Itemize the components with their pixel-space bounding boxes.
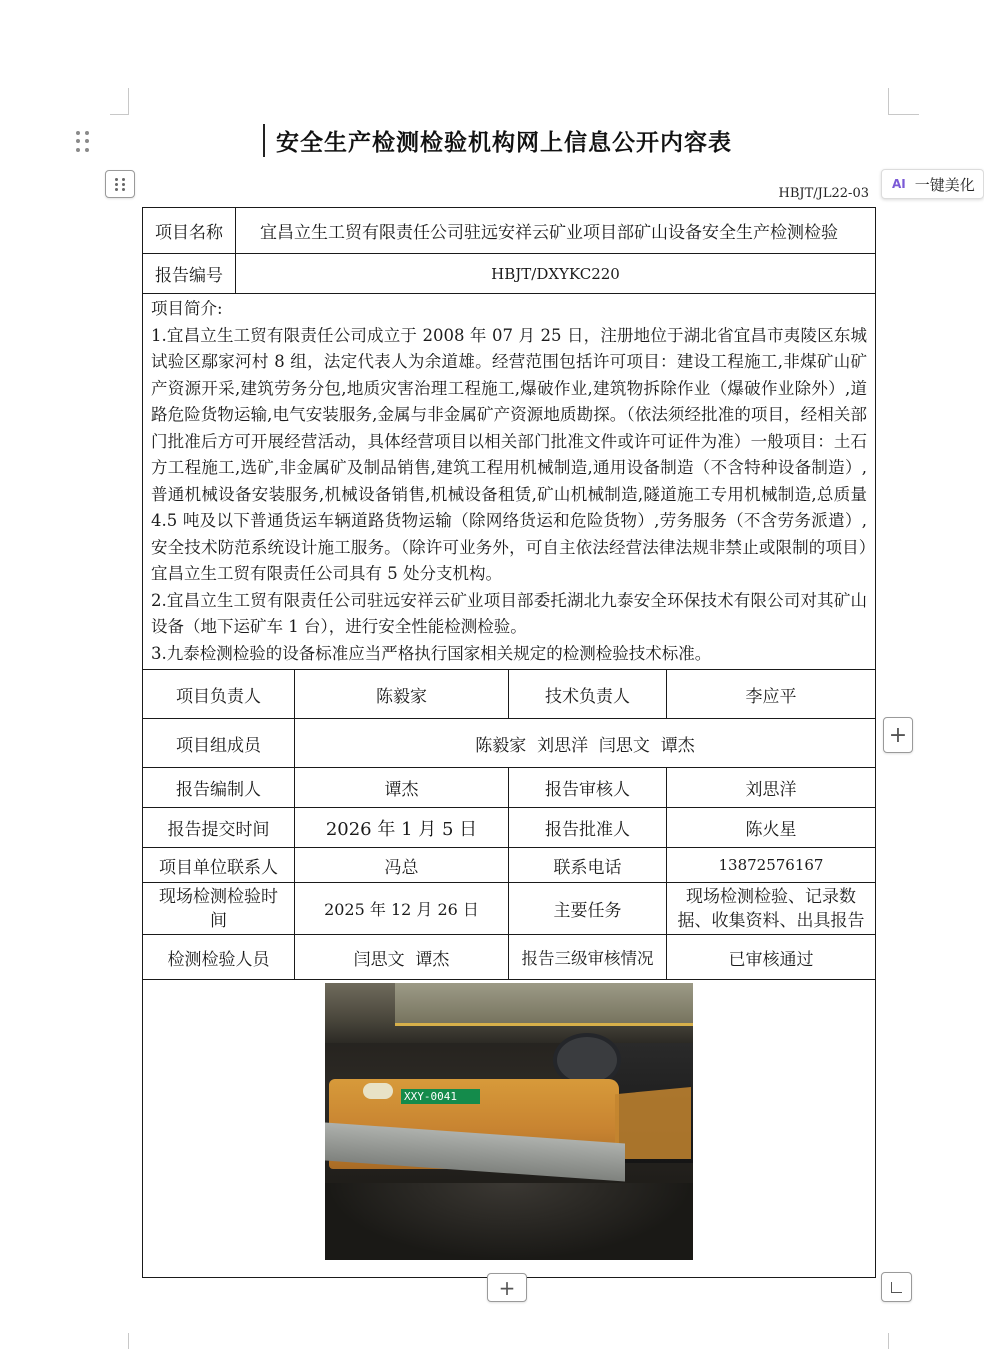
table-row <box>143 254 876 294</box>
info-table <box>142 207 876 1278</box>
approver-value[interactable]: 陈火星 <box>667 808 876 848</box>
resize-button[interactable] <box>881 1272 912 1302</box>
add-block-button[interactable] <box>487 1273 527 1302</box>
photo-cell <box>143 980 876 1278</box>
review-status-value[interactable]: 已审核通过 <box>667 935 876 980</box>
table-row <box>143 935 876 980</box>
project-lead-label: 项目负责人 <box>143 670 295 719</box>
contact-value[interactable]: 冯总 <box>295 848 509 883</box>
intro-paragraph: 2.宜昌立生工贸有限责任公司驻远安祥云矿业项目部委托湖北九泰安全环保技术有限公司对其矿山设备（地下运矿车 1 台），进行安全性能检测检验。 <box>151 590 867 636</box>
approver-label: 报告批准人 <box>509 808 667 848</box>
report-author-value[interactable]: 谭杰 <box>295 768 509 808</box>
inspectors-value[interactable]: 闫思文 谭杰 <box>295 935 509 980</box>
resize-icon <box>891 1282 902 1293</box>
table-row <box>143 808 876 848</box>
table-row <box>143 980 876 1278</box>
text-cursor <box>263 124 265 157</box>
project-name-label: 项目名称 <box>143 208 236 254</box>
table-row <box>143 719 876 768</box>
onsite-time-label: 现场检测检验时间 <box>143 883 295 935</box>
tech-lead-label: 技术负责人 <box>509 670 667 719</box>
table-row <box>143 208 876 254</box>
beautify-label: 一键美化 <box>914 175 975 194</box>
intro-paragraph: 1.宜昌立生工贸有限责任公司成立于 2008 年 07 月 25 日，注册地位于湖北省宜昌市夷陵区东城试验区鄢家河村 8 组，法定代表人为余道雄。经营范围包括许可项目：建设工程施工,非煤矿山矿产资源开采,建筑劳务分包,地质灾害治理工程施工,爆破作业,建筑物拆除作业（爆破作业除外）,道路危险货物运输,电气安装服务,金属与非金属矿产资源地质勘探。（依法须经批准的项目，经相关部门批准后方可开展经营活动，具体经营项目以相关部门批准文件或许可证件为准）一般项目：土石方工程施工,选矿,非金属矿及制品销售,建筑工程用机械制造,通用设备制造（不含特种设备制造）,普通机械设备安装服务,机械设备销售,机械设备租赁,矿山机械制造,隧道施工专用机械制造,总质量 4.5 吨及以下普通货运车辆道路货物运输（除网络货运和危险货物）,劳务服务（不含劳务派遣）,安全技术防范系统设计施工服务。（除许可业务外，可自主依法经营法律法规非禁止或限制的项目）宜昌立生工贸有限责任公司具有 5 处分支机构。 <box>151 325 867 583</box>
submit-time-value[interactable]: 2026 年 1 月 5 日 <box>295 808 509 848</box>
main-task-value[interactable]: 现场检测检验、记录数据、收集资料、出具报告 <box>667 883 876 935</box>
page-corner-mark <box>888 88 919 115</box>
grip-icon <box>115 178 126 191</box>
drag-handle-icon[interactable] <box>76 131 90 153</box>
members-label: 项目组成员 <box>143 719 295 768</box>
submit-time-label: 报告提交时间 <box>143 808 295 848</box>
ai-beautify-button[interactable] <box>881 169 984 199</box>
document-code: HBJT/JL22-03 <box>778 186 869 201</box>
page-corner-mark <box>110 88 129 115</box>
table-row <box>143 883 876 935</box>
tech-lead-value[interactable]: 李应平 <box>667 670 876 719</box>
photo-plate-text: XXY-0041 <box>401 1089 480 1104</box>
table-row <box>143 848 876 883</box>
ai-icon: AI <box>892 177 906 191</box>
plus-icon: + <box>498 1275 516 1300</box>
phone-label: 联系电话 <box>509 848 667 883</box>
contact-label: 项目单位联系人 <box>143 848 295 883</box>
add-row-button[interactable] <box>883 717 913 753</box>
table-move-button[interactable] <box>105 170 135 198</box>
intro-paragraph: 3.九泰检测检验的设备标准应当严格执行国家相关规定的检测检验技术标准。 <box>151 643 712 663</box>
plus-icon: + <box>888 722 908 748</box>
project-name-value[interactable]: 宜昌立生工贸有限责任公司驻远安祥云矿业项目部矿山设备安全生产检测检验 <box>236 208 876 254</box>
review-status-label: 报告三级审核情况 <box>509 935 667 980</box>
document-title: 安全生产检测检验机构网上信息公开内容表 <box>276 129 732 156</box>
inspectors-label: 检测检验人员 <box>143 935 295 980</box>
report-reviewer-label: 报告审核人 <box>509 768 667 808</box>
page-corner-mark <box>110 1333 129 1349</box>
table-row <box>143 294 876 670</box>
main-task-label: 主要任务 <box>509 883 667 935</box>
onsite-time-value[interactable]: 2025 年 12 月 26 日 <box>295 883 509 935</box>
equipment-photo[interactable] <box>325 983 693 1260</box>
report-no-value[interactable]: HBJT/DXYKC220 <box>236 254 876 294</box>
report-no-label: 报告编号 <box>143 254 236 294</box>
members-value[interactable]: 陈毅家 刘思洋 闫思文 谭杰 <box>295 719 876 768</box>
page-corner-mark <box>888 1333 919 1349</box>
project-lead-value[interactable]: 陈毅家 <box>295 670 509 719</box>
table-row <box>143 670 876 719</box>
phone-value[interactable]: 13872576167 <box>667 848 876 883</box>
table-row <box>143 768 876 808</box>
intro-heading: 项目简介: <box>151 299 223 318</box>
report-reviewer-value[interactable]: 刘思洋 <box>667 768 876 808</box>
report-author-label: 报告编制人 <box>143 768 295 808</box>
project-intro[interactable] <box>143 294 876 670</box>
